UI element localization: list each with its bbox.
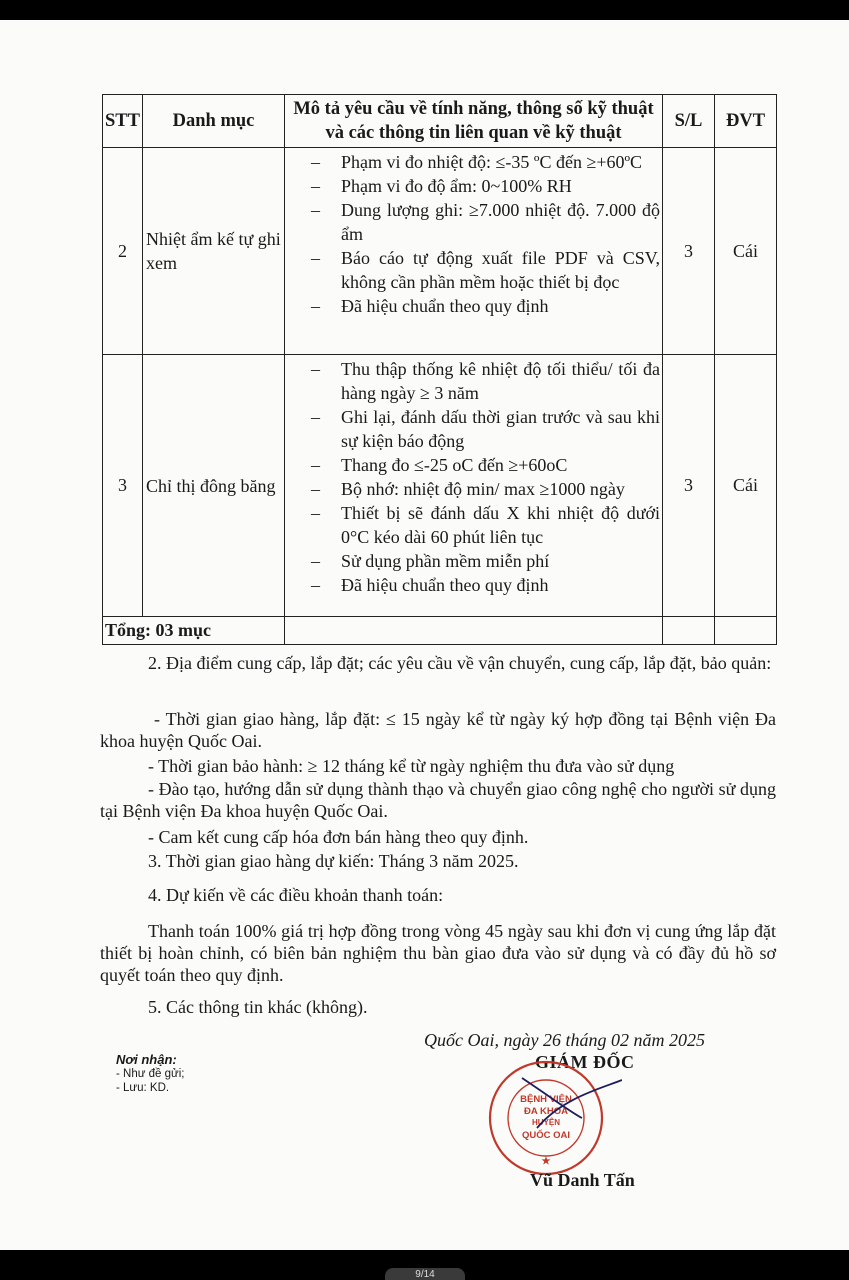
row-unit: Cái — [715, 148, 777, 355]
section-3: 3. Thời gian giao hàng dự kiến: Tháng 3 năm 2025. — [148, 851, 519, 871]
page-indicator: 9/14 — [385, 1268, 465, 1280]
total-empty-cell — [285, 617, 663, 645]
row-name: Nhiệt ẩm kế tự ghi xem — [143, 148, 285, 355]
row-description — [285, 355, 663, 617]
row-stt: 2 — [103, 148, 143, 355]
feature-item: – Sử dụng phần mềm miễn phí — [285, 549, 660, 573]
recipients-label: Nơi nhận: — [116, 1052, 177, 1067]
row-unit: Cái — [715, 355, 777, 617]
row-quantity: 3 — [663, 355, 715, 617]
total-empty-cell — [663, 617, 715, 645]
stamp-line2: ĐA KHOA — [524, 1106, 568, 1117]
feature-item: – Đã hiệu chuẩn theo quy định — [285, 294, 660, 318]
header-unit: ĐVT — [715, 95, 777, 148]
feature-item: – Ghi lại, đánh dấu thời gian trước và sau khi sự kiện báo động — [285, 405, 660, 453]
feature-item: – Thang đo ≤-25 oC đến ≥+60oC — [285, 453, 660, 477]
row-description — [285, 148, 663, 355]
recipient-item: - Như đề gửi; — [116, 1068, 185, 1080]
header-quantity: S/L — [663, 95, 715, 148]
total-empty-cell — [715, 617, 777, 645]
section-4-body: Thanh toán 100% giá trị hợp đồng trong vòng 45 ngày sau khi đơn vị cung ứng lắp đặt thiết bị hoàn chỉnh, có biên bản nghiệm thu bàn giao đưa vào sử dụng và có đầy đủ hồ sơ quyết toán theo quy định. — [100, 921, 776, 985]
feature-item: – Phạm vi đo độ ẩm: 0~100% RH — [285, 174, 660, 198]
row-quantity: 3 — [663, 148, 715, 355]
row-name: Chỉ thị đông băng — [143, 355, 285, 617]
section-2-invoice: - Cam kết cung cấp hóa đơn bán hàng theo quy định. — [148, 827, 529, 847]
section-2-delivery: - Thời gian giao hàng, lắp đặt: ≤ 15 ngày kể từ ngày ký hợp đồng tại Bệnh viện Đa khoa huyện Quốc Oai. — [100, 709, 776, 751]
table-row — [103, 148, 777, 355]
feature-item: – Phạm vi đo nhiệt độ: ≤-35 ºC đến ≥+60ºC — [285, 150, 660, 174]
table-header-row — [103, 95, 777, 148]
director-title: GIÁM ĐỐC — [535, 1052, 635, 1072]
section-5: 5. Các thông tin khác (không). — [148, 997, 368, 1017]
top-black-bar — [0, 0, 849, 20]
feature-item: – Dung lượng ghi: ≥7.000 nhiệt độ. 7.000 độ ẩm — [285, 198, 660, 246]
spec-table — [102, 94, 777, 645]
table-total-row — [103, 617, 777, 645]
recipients-block — [116, 1052, 184, 1095]
section-2-heading: 2. Địa điểm cung cấp, lắp đặt; các yêu cầu về vận chuyển, cung cấp, lắp đặt, bảo quản: — [148, 653, 772, 673]
header-category: Danh mục — [143, 95, 285, 148]
header-stt: STT — [103, 95, 143, 148]
stamp-line1: BỆNH VIỆN — [520, 1094, 572, 1105]
feature-item: – Đã hiệu chuẩn theo quy định — [285, 573, 660, 597]
stamp-line4: QUỐC OAI — [521, 1130, 571, 1141]
section-2-warranty: - Thời gian bảo hành: ≥ 12 tháng kể từ ngày nghiệm thu đưa vào sử dụng — [148, 756, 675, 776]
svg-text:★: ★ — [541, 1156, 551, 1167]
feature-item: – Báo cáo tự động xuất file PDF và CSV, không cần phần mềm hoặc thiết bị đọc — [285, 246, 660, 294]
official-stamp — [482, 1058, 622, 1178]
section-4-heading: 4. Dự kiến về các điều khoản thanh toán: — [148, 885, 444, 905]
stamp-line3: HUYỆN — [531, 1118, 561, 1127]
feature-item: – Thu thập thống kê nhiệt độ tối thiểu/ tối đa hàng ngày ≥ 3 năm — [285, 357, 660, 405]
feature-item: – Thiết bị sẽ đánh dấu X khi nhiệt độ dưới 0°C kéo dài 60 phút liên tục — [285, 501, 660, 549]
place-date: Quốc Oai, ngày 26 tháng 02 năm 2025 — [424, 1030, 705, 1050]
header-description: Mô tả yêu cầu về tính năng, thông số kỹ thuật và các thông tin liên quan về kỹ thuật — [285, 95, 663, 148]
table-row — [103, 355, 777, 617]
feature-item: – Bộ nhớ: nhiệt độ min/ max ≥1000 ngày — [285, 477, 660, 501]
row-stt: 3 — [103, 355, 143, 617]
signer-name: Vũ Danh Tấn — [530, 1170, 635, 1190]
recipient-item: - Lưu: KD. — [116, 1082, 170, 1094]
section-2-training: - Đào tạo, hướng dẫn sử dụng thành thạo và chuyển giao công nghệ cho người sử dụng tại Bệnh viện Đa khoa huyện Quốc Oai. — [100, 779, 776, 821]
total-label: Tổng: 03 mục — [103, 617, 285, 645]
